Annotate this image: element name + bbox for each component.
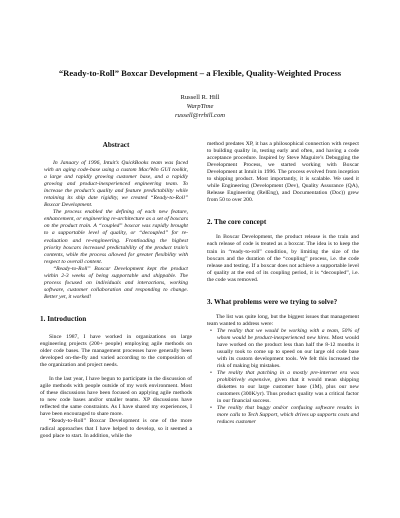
list-item-lead: The reality that buggy and/or confusing software results in more calls to Tech Support, which drives up supports costs and reduces customer — [217, 405, 359, 426]
introduction-heading: 1. Introduction — [40, 314, 87, 323]
body-paragraph: In the last year, I have begun to participate in the discussion of agile methods with people outside of my work environment. Most of these discussions have been focused on applying agile methods to new code bases and/or smaller teams. XP discussions have reflected the same constraints. As I have shared my experiences, I have been encouraged to share more. — [40, 376, 192, 418]
body-paragraph: In Boxcar Development, the product release is the train and each release of code is treated as a boxcar. The idea is to keep the train in “ready-to-roll” condition, by limiting the size of the boxcars and the duration of the “coupling” process, i.e. the code release and testing. If a boxcar does not achieve a supportable level of quality at the end of its coupling period, it is “decoupled”, i.e. the code was removed. — [207, 234, 359, 283]
list-item-lead: The reality that patching in a mostly pre-internet era was prohibitively expensive, — [217, 370, 359, 384]
introduction-section — [40, 315, 192, 440]
left-column — [40, 141, 192, 440]
abstract-heading: Abstract — [102, 141, 130, 149]
list-item-text: given that it would mean shipping diskettes to our large customer base (1M), plus our new customers (300K/yr). Thus product quality was a critical factor in our financial success. — [217, 377, 359, 405]
abstract-section — [40, 141, 192, 301]
problems-heading: 3. What problems were we trying to solve? — [207, 297, 338, 306]
list-item-text: Most would have worked on the product less than half the 8-12 months it usually took to come up to speed on our large old code base with its custom development tools. We felt this increased the risk of making big mistakes. — [217, 334, 359, 370]
list-item — [217, 328, 359, 370]
right-column — [207, 141, 359, 427]
list-item — [217, 405, 359, 426]
body-paragraph: method predates XP, it has a philosophical connection with respect to building quality in, testing early and often, and having a code acceptance procedure. Inspired by Steve Maguire’s Debugging the Development Process, we started working with Boxcar Development at Intuit in 1996. The process evolved from inception to shipping product. Most importantly, it is scalable. We used it while Engineering (Development (Dev), Quality Assurance (QA), Release Engineering (RelEng), and Documentation (Doc)) grew from 50 to over 200. — [207, 141, 359, 204]
author-organization: WarpTime — [186, 102, 214, 110]
abstract-paragraph: “Ready-to-Roll” Boxcar Development kept the product within 2-3 weeks of being supportable and shippable. The process focused on individuals and interactions, working software, customer collaboration and responding to change. Better yet, it worked! — [44, 265, 188, 300]
core-concept-heading: 2. The core concept — [207, 218, 267, 227]
abstract-paragraph: The process enabled the defining of each new feature, enhancement, or engineering re-architecture as a set of boxcars on the product train. A “coupled” boxcar was rapidly brought to a supportable level of quality, or “decoupled” for re-evaluation and re-engineering. Frontloading the highest priority boxcars increased predictability of the product train’s contents, while the process allowed for greater flexibility with respect to overall content. — [44, 209, 188, 265]
author-name: Russell R. Hill — [180, 94, 220, 101]
list-item — [217, 370, 359, 405]
list-item-lead: The reality that we would be working with a team, 50% of whom would be product-inexperienced new hires. — [217, 327, 359, 341]
body-paragraph: “Ready-to-Roll” Boxcar Development is one of the more radical approaches that I have helped to develop, so it seemed a good place to start. In addition, while the — [40, 418, 192, 439]
body-paragraph: The list was quite long, but the biggest issues that management team wanted to address were: — [207, 313, 359, 327]
paper-title: “Ready-to-Roll” Boxcar Development – a Flexible, Quality-Weighted Process — [58, 68, 342, 78]
body-paragraph: Since 1987, I have worked in organizations on large engineering projects (200+ people) employing agile methods on older code bases. The management processes have generally been developed on-the-fly and varied according to the composition of the organization and project needs. — [40, 333, 192, 369]
author-block — [120, 94, 280, 120]
author-email: russell@rrhill.com — [174, 111, 226, 119]
abstract-paragraph: In January of 1996, Intuit’s QuickBooks team was faced with an aging code-base using a custom Mac/Win GUI toolkit, a large and rapidly growing customer base, and a rapidly growing and product-inexperienced engineering team. To increase the product’s quality and feature predictability while retaining its ship date rigidity, we created “Ready-to-Roll” Boxcar Development. — [44, 160, 188, 209]
problems-list — [207, 328, 359, 427]
